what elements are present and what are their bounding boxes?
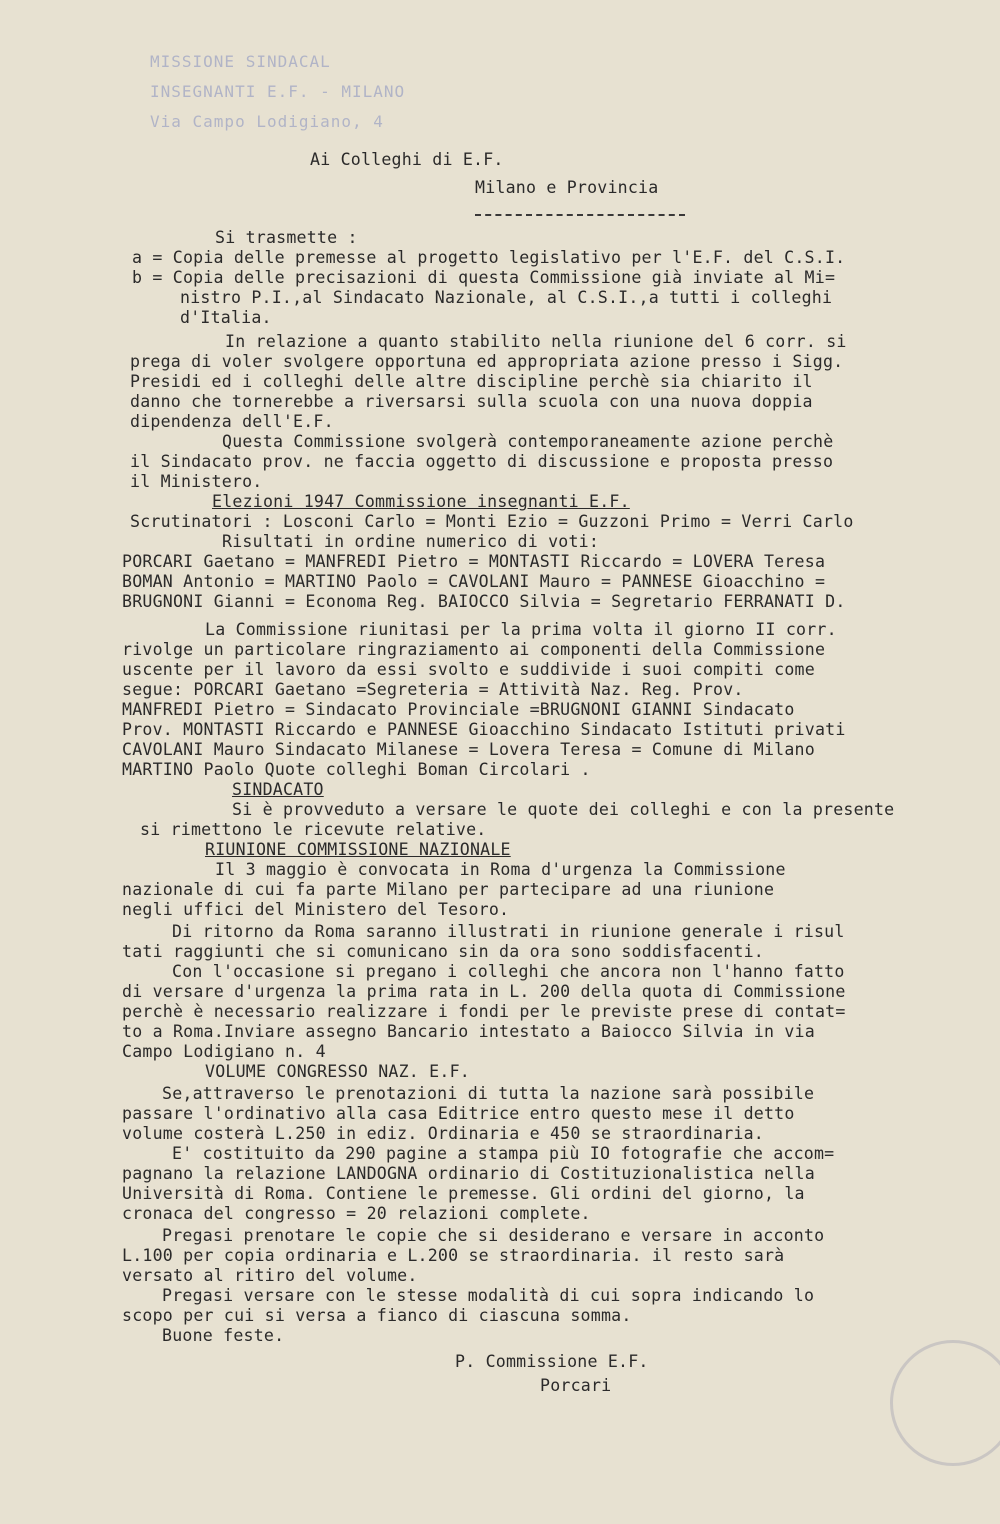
text-line: BRUGNONI Gianni = Economa Reg. BAIOCCO Silvia = Segretario FERRANATI D.: [122, 592, 846, 611]
letterhead-line-2: INSEGNANTI E.F. - MILANO: [150, 82, 406, 101]
text-line: PORCARI Gaetano = MANFREDI Pietro = MONTASTI Riccardo = LOVERA Teresa: [122, 552, 826, 571]
text-line: Si è provveduto a versare le quote dei colleghi e con la presente: [232, 800, 895, 819]
text-line: tati raggiunti che si comunicano sin da ora sono soddisfacenti.: [122, 942, 764, 961]
text-line: SINDACATO: [232, 780, 324, 799]
letterhead-line-1: MISSIONE SINDACAL: [150, 52, 331, 71]
text-line: versato al ritiro del volume.: [122, 1266, 418, 1285]
text-line: La Commissione riunitasi per la prima volta il giorno II corr.: [205, 620, 837, 639]
text-line: nazionale di cui fa parte Milano per partecipare ad una riunione: [122, 880, 775, 899]
text-line: perchè è necessario realizzare i fondi per le previste prese di contat=: [122, 1002, 846, 1021]
text-line: a = Copia delle premesse al progetto legislativo per l'E.F. del C.S.I.: [132, 248, 846, 267]
text-line: Ai Colleghi di E.F.: [310, 150, 504, 169]
text-line: cronaca del congresso = 20 relazioni complete.: [122, 1204, 591, 1223]
text-line: volume costerà L.250 in ediz. Ordinaria e 450 se straordinaria.: [122, 1124, 764, 1143]
text-line: scopo per cui si versa a fianco di ciascuna somma.: [122, 1306, 632, 1325]
text-line: Con l'occasione si pregano i colleghi che ancora non l'hanno fatto: [172, 962, 845, 981]
address-separator: [475, 214, 685, 216]
text-line: Questa Commissione svolgerà contemporaneamente azione perchè: [222, 432, 834, 451]
text-line: P. Commissione E.F.: [455, 1352, 649, 1371]
text-line: Pregasi prenotare le copie che si desiderano e versare in acconto: [162, 1226, 825, 1245]
text-line: dipendenza dell'E.F.: [130, 412, 334, 431]
text-line: Il 3 maggio è convocata in Roma d'urgenza la Commissione: [215, 860, 786, 879]
text-line: Elezioni 1947 Commissione insegnanti E.F.: [212, 492, 630, 511]
text-line: VOLUME CONGRESSO NAZ. E.F.: [205, 1062, 470, 1081]
text-line: uscente per il lavoro da essi svolto e suddivide i suoi compiti come: [122, 660, 815, 679]
text-line: Si trasmette :: [215, 228, 358, 247]
text-line: Buone feste.: [162, 1326, 285, 1345]
text-line: prega di voler svolgere opportuna ed appropriata azione presso i Sigg.: [130, 352, 844, 371]
text-line: Milano e Provincia: [475, 178, 659, 197]
text-line: pagnano la relazione LANDOGNA ordinario di Costituzionalistica nella: [122, 1164, 815, 1183]
letterhead-line-3: Via Campo Lodigiano, 4: [150, 112, 384, 131]
text-line: Università di Roma. Contiene le premesse. Gli ordini del giorno, la: [122, 1184, 805, 1203]
text-line: rivolge un particolare ringraziamento ai componenti della Commissione: [122, 640, 826, 659]
text-line: passare l'ordinativo alla casa Editrice entro questo mese il detto: [122, 1104, 795, 1123]
text-line: Di ritorno da Roma saranno illustrati in riunione generale i risul: [172, 922, 845, 941]
text-line: MANFREDI Pietro = Sindacato Provinciale =BRUGNONI GIANNI Sindacato: [122, 700, 795, 719]
round-seal: [890, 1340, 1000, 1466]
text-line: il Ministero.: [130, 472, 263, 491]
text-line: di versare d'urgenza la prima rata in L. 200 della quota di Commissione: [122, 982, 846, 1001]
text-line: Presidi ed i colleghi delle altre discipline perchè sia chiarito il: [130, 372, 813, 391]
text-line: segue: PORCARI Gaetano =Segreteria = Attività Naz. Reg. Prov.: [122, 680, 744, 699]
text-line: danno che tornerebbe a riversarsi sulla scuola con una nuova doppia: [130, 392, 813, 411]
text-line: BOMAN Antonio = MARTINO Paolo = CAVOLANI Mauro = PANNESE Gioacchino =: [122, 572, 826, 591]
text-line: b = Copia delle precisazioni di questa Commissione già inviate al Mi=: [132, 268, 836, 287]
text-line: MARTINO Paolo Quote colleghi Boman Circolari .: [122, 760, 591, 779]
text-line: il Sindacato prov. ne faccia oggetto di discussione e proposta presso: [130, 452, 834, 471]
text-line: nistro P.I.,al Sindacato Nazionale, al C.S.I.,a tutti i colleghi: [180, 288, 833, 307]
text-line: In relazione a quanto stabilito nella riunione del 6 corr. si: [225, 332, 847, 351]
text-line: to a Roma.Inviare assegno Bancario intestato a Baiocco Silvia in via: [122, 1022, 815, 1041]
text-line: Scrutinatori : Losconi Carlo = Monti Ezio = Guzzoni Primo = Verri Carlo: [130, 512, 854, 531]
text-line: E' costituito da 290 pagine a stampa più IO fotografie che accom=: [172, 1144, 835, 1163]
text-line: Prov. MONTASTI Riccardo e PANNESE Gioacchino Sindacato Istituti privati: [122, 720, 846, 739]
text-line: Se,attraverso le prenotazioni di tutta la nazione sarà possibile: [162, 1084, 815, 1103]
text-line: si rimettono le ricevute relative.: [140, 820, 487, 839]
text-line: Campo Lodigiano n. 4: [122, 1042, 326, 1061]
text-line: Porcari: [540, 1376, 612, 1395]
text-line: Pregasi versare con le stesse modalità di cui sopra indicando lo: [162, 1286, 815, 1305]
text-line: RIUNIONE COMMISSIONE NAZIONALE: [205, 840, 511, 859]
text-line: CAVOLANI Mauro Sindacato Milanese = Lovera Teresa = Comune di Milano: [122, 740, 815, 759]
text-line: L.100 per copia ordinaria e L.200 se straordinaria. il resto sarà: [122, 1246, 785, 1265]
text-line: d'Italia.: [180, 308, 272, 327]
text-line: Risultati in ordine numerico di voti:: [222, 532, 600, 551]
text-line: negli uffici del Ministero del Tesoro.: [122, 900, 510, 919]
